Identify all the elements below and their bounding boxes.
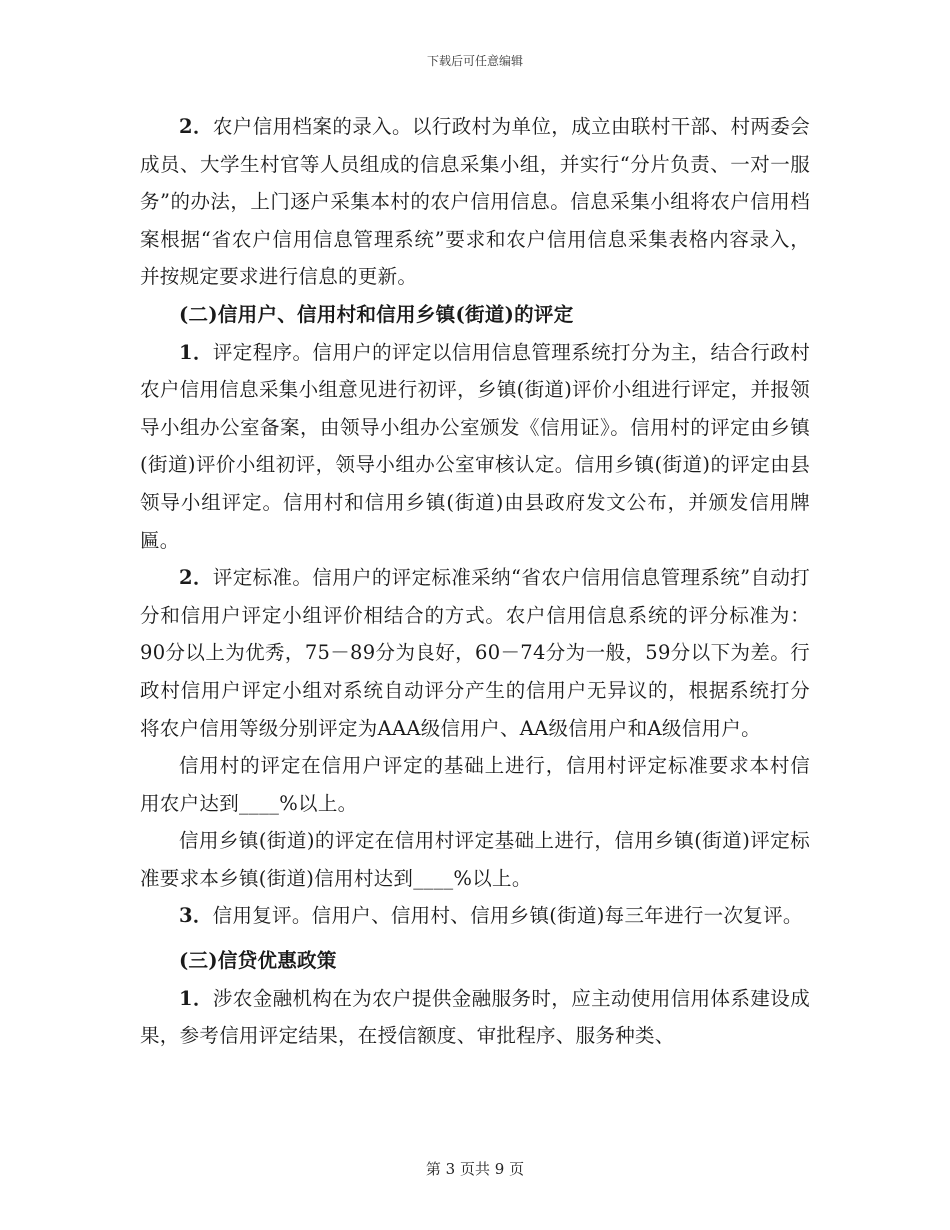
section-heading: (三)信贷优惠政策 xyxy=(179,949,337,973)
page-header: 下载后可任意编辑 xyxy=(426,54,523,68)
paragraph-text: 信用复评。信用户、信用村、信用乡镇(街道)每三年进行一次复评。 xyxy=(212,904,803,928)
paragraph-evaluation-procedure xyxy=(140,334,810,560)
paragraph-archive-entry xyxy=(140,108,810,296)
item-number: 2． xyxy=(179,115,213,138)
paragraph-credit-policy xyxy=(140,980,810,1055)
item-number: 1． xyxy=(179,340,213,364)
section-heading: (二)信用户、信用村和信用乡镇(街道)的评定 xyxy=(179,302,574,326)
paragraph-text: 涉农金融机构在为农户提供金融服务时，应主动使用信用体系建设成果，参考信用评定结果，在授信额度、审批程序、服务种类、 xyxy=(140,986,810,1048)
item-number: 1． xyxy=(179,986,213,1010)
document-body xyxy=(140,108,810,1055)
paragraph-text: 信用村的评定在信用户评定的基础上进行，信用村评定标准要求本村信用农户达到____%以上。 xyxy=(140,754,810,815)
page-footer: 第 3 页共 9 页 xyxy=(425,1160,525,1178)
paragraph-text: 评定程序。信用户的评定以信用信息管理系统打分为主，结合行政村农户信用信息采集小组意见进行初评，乡镇(街道)评价小组进行评定，并报领导小组办公室备案，由领导小组办公室颁发《信用证》。信用村的评定由乡镇(街道)评价小组初评，领导小组办公室审核认定。信用乡镇(街道)的评定由县领导小组评定。信用村和信用乡镇(街道)由县政府发文公布，并颁发信用牌匾。 xyxy=(140,340,810,552)
item-number: 3． xyxy=(179,904,213,928)
paragraph-text: 信用乡镇(街道)的评定在信用村评定基础上进行，信用乡镇(街道)评定标准要求本乡镇(街道)信用村达到____%以上。 xyxy=(140,829,810,890)
paragraph-text: 评定标准。信用户的评定标准采纳“省农户信用信息管理系统”自动打分和信用户评定小组评价相结合的方式。农户信用信息系统的评分标准为：90分以上为优秀，75－89分为良好，60－74分为一般，59分以下为差。行政村信用户评定小组对系统自动评分产生的信用户无异议的，根据系统打分将农户信用等级分别评定为AAA级信用户、AA级信用户和A级信用户。 xyxy=(140,566,810,740)
item-number: 2． xyxy=(179,566,213,590)
paragraph-evaluation-standard xyxy=(140,559,810,747)
paragraph-credit-review xyxy=(140,897,810,935)
paragraph-text: 农户信用档案的录入。以行政村为单位，成立由联村干部、村两委会成员、大学生村官等人员组成的信息采集小组，并实行“分片负责、一对一服务”的办法，上门逐户采集本村的农户信用信息。信息采集小组将农户信用档案根据“省农户信用信息管理系统”要求和农户信用信息采集表格内容录入，并按规定要求进行信息的更新。 xyxy=(140,115,810,289)
paragraph-credit-township xyxy=(140,822,810,897)
paragraph-credit-village xyxy=(140,747,810,822)
